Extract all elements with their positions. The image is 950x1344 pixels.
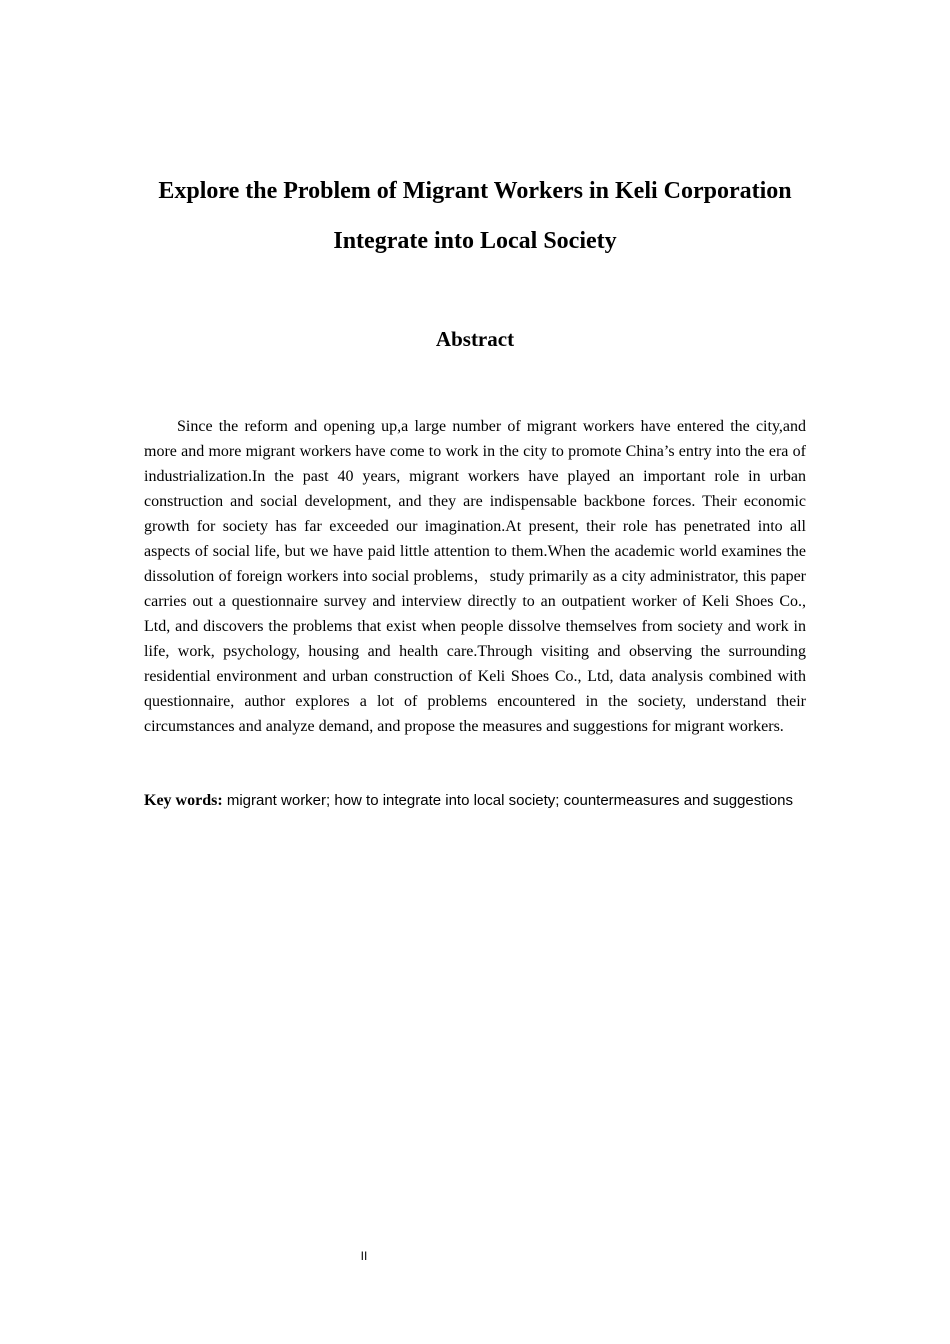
keywords-label: Key words: [144, 792, 223, 809]
abstract-heading: Abstract [435, 327, 515, 351]
document-title: Explore the Problem of Migrant Workers in Keli Corporation Integrate into Local Society [158, 178, 792, 254]
abstract-paragraph: Since the reform and opening up,a large number of migrant workers have entered the city,and more and more migrant workers have come to work in the city to promote China’s entry into the era of industrialization.In the past 40 years, migrant workers have played an important role in urban construction and social development, and they are indispensable backbone forces. Their economic growth for society has far exceeded our imagination.At present, their role has penetrated into all aspects of social life, but we have paid little attention to them.When the academic world examines the dissolution of foreign workers into social problems，study primarily as a city administrator, this paper carries out a questionnaire survey and interview directly to an outpatient worker of Keli Shoes Co., Ltd, and discovers the problems that exist when people dissolve themselves from society and work in life, work, psychology, housing and health care.Through visiting and observing the surrounding residential environment and urban construction of Keli Shoes Co., Ltd, data analysis combined with questionnaire, author explores a lot of problems encountered in the society, understand their circumstances and analyze demand, and propose the measures and suggestions for migrant workers. [144, 418, 806, 735]
page-number: II [360, 1249, 368, 1263]
keywords-line [144, 788, 806, 813]
keywords-text: migrant worker; how to integrate into local society; countermeasures and suggestions [226, 792, 793, 809]
